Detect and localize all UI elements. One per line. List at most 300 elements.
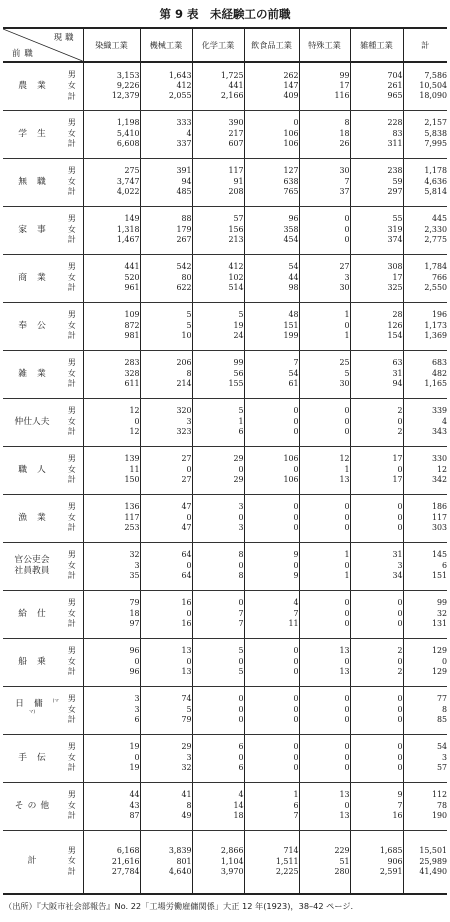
cell-value: 2 bbox=[397, 406, 403, 416]
cell-value: 0 bbox=[344, 704, 350, 714]
cell-value: 106 bbox=[283, 128, 299, 138]
cell-value: 31 bbox=[392, 550, 403, 560]
cell-value: 7,995 bbox=[424, 139, 447, 149]
cell-value: 0 bbox=[344, 656, 350, 666]
sex-label: 女 bbox=[67, 800, 76, 810]
row-category-label bbox=[3, 494, 61, 542]
cell-value: 0 bbox=[397, 619, 403, 629]
sex-label: 男 bbox=[67, 598, 76, 608]
cell-value: 4 bbox=[186, 128, 192, 138]
sex-label: 計 bbox=[67, 619, 76, 629]
cell-value: 7 bbox=[238, 619, 244, 629]
cell-value: 965 bbox=[387, 91, 403, 101]
sex-label-cell bbox=[61, 398, 83, 446]
row-category-line: 社員教員 bbox=[14, 566, 50, 576]
cell-value: 0 bbox=[293, 523, 299, 533]
cell-value: 94 bbox=[181, 176, 192, 186]
cell-value: 10 bbox=[181, 331, 192, 341]
sex-label-cell bbox=[61, 830, 83, 894]
value-cell bbox=[192, 206, 244, 254]
value-cell bbox=[140, 62, 192, 110]
cell-value: 1,178 bbox=[424, 166, 447, 176]
cell-value: 445 bbox=[431, 214, 447, 224]
value-cell bbox=[299, 62, 350, 110]
table-row bbox=[3, 254, 447, 302]
value-cell bbox=[350, 542, 403, 590]
sex-label: 男 bbox=[67, 694, 76, 704]
sex-label: 計 bbox=[67, 667, 76, 677]
row-category-label bbox=[3, 446, 61, 494]
table-row bbox=[3, 398, 447, 446]
table-row bbox=[3, 110, 447, 158]
cell-value: 24 bbox=[233, 331, 244, 341]
value-cell bbox=[350, 110, 403, 158]
cell-value: 8 bbox=[186, 368, 192, 378]
cell-value: 2,166 bbox=[220, 91, 244, 101]
table-row bbox=[3, 350, 447, 398]
cell-value: 106 bbox=[283, 139, 299, 149]
cell-value: 11 bbox=[288, 619, 299, 629]
cell-value: 0 bbox=[186, 560, 192, 570]
cell-value: 17 bbox=[339, 81, 350, 91]
cell-value: 5 bbox=[238, 406, 244, 416]
cell-value: 0 bbox=[344, 598, 350, 608]
row-category-text: 奉公 bbox=[18, 320, 56, 331]
cell-value: 87 bbox=[129, 811, 140, 821]
total-value-cell bbox=[403, 398, 447, 446]
cell-value: 9 bbox=[397, 790, 403, 800]
cell-value: 0 bbox=[397, 656, 403, 666]
cell-value: 1,198 bbox=[116, 118, 140, 128]
cell-value: 5 bbox=[186, 310, 192, 320]
value-cell bbox=[299, 398, 350, 446]
cell-value: 3 bbox=[238, 502, 244, 512]
sex-label: 女 bbox=[67, 128, 76, 138]
row-category-text: 日傭 bbox=[15, 699, 53, 710]
cell-value: 3 bbox=[397, 560, 403, 570]
value-cell bbox=[192, 62, 244, 110]
cell-value: 267 bbox=[176, 235, 192, 245]
cell-value: 0 bbox=[344, 608, 350, 618]
sex-label: 女 bbox=[67, 608, 76, 618]
cell-value: 80 bbox=[181, 272, 192, 282]
cell-value: 1 bbox=[344, 571, 350, 581]
cell-value: 0 bbox=[397, 742, 403, 752]
cell-value: 7 bbox=[293, 358, 299, 368]
cell-value: 32 bbox=[129, 550, 140, 560]
cell-value: 0 bbox=[397, 608, 403, 618]
cell-value: 64 bbox=[181, 571, 192, 581]
cell-value: 0 bbox=[293, 656, 299, 666]
cell-value: 0 bbox=[344, 224, 350, 234]
cell-value: 0 bbox=[344, 406, 350, 416]
sex-label-cell bbox=[61, 110, 83, 158]
total-value-cell bbox=[403, 254, 447, 302]
row-category-label bbox=[3, 782, 61, 830]
cell-value: 55 bbox=[392, 214, 403, 224]
cell-value: 1,165 bbox=[424, 379, 447, 389]
cell-value: 102 bbox=[228, 272, 244, 282]
value-cell bbox=[192, 590, 244, 638]
cell-value: 704 bbox=[387, 70, 403, 80]
value-cell bbox=[140, 446, 192, 494]
total-value-cell bbox=[403, 686, 447, 734]
column-header-total: 計 bbox=[403, 28, 447, 62]
table-row bbox=[3, 158, 447, 206]
cell-value: 0 bbox=[293, 464, 299, 474]
cell-value: 0 bbox=[344, 416, 350, 426]
cell-value: 16 bbox=[181, 619, 192, 629]
cell-value: 13 bbox=[339, 811, 350, 821]
value-cell bbox=[244, 254, 299, 302]
cell-value: 6 bbox=[134, 715, 140, 725]
cell-value: 229 bbox=[334, 846, 350, 856]
total-value-cell bbox=[403, 446, 447, 494]
row-category-text: 手伝 bbox=[18, 752, 56, 763]
cell-value: 0 bbox=[293, 763, 299, 773]
cell-value: 0 bbox=[344, 502, 350, 512]
cell-value: 7 bbox=[293, 608, 299, 618]
cell-value: 0 bbox=[134, 752, 140, 762]
cell-value: 9,226 bbox=[116, 81, 140, 91]
value-cell bbox=[192, 686, 244, 734]
value-cell bbox=[299, 782, 350, 830]
cell-value: 4 bbox=[293, 598, 299, 608]
cell-value: 611 bbox=[124, 379, 140, 389]
sex-label: 女 bbox=[67, 224, 76, 234]
table-row bbox=[3, 542, 447, 590]
cell-value: 27 bbox=[181, 475, 192, 485]
cell-value: 41 bbox=[181, 790, 192, 800]
sex-label: 男 bbox=[67, 358, 76, 368]
cell-value: 7 bbox=[238, 608, 244, 618]
header-row bbox=[3, 28, 447, 62]
row-category-text: 商業 bbox=[18, 272, 56, 283]
cell-value: 1,318 bbox=[116, 224, 140, 234]
cell-value: 0 bbox=[293, 694, 299, 704]
value-cell bbox=[83, 494, 140, 542]
cell-value: 766 bbox=[431, 272, 447, 282]
cell-value: 96 bbox=[129, 646, 140, 656]
value-cell bbox=[83, 62, 140, 110]
cell-value: 47 bbox=[181, 523, 192, 533]
cell-value: 156 bbox=[228, 224, 244, 234]
cell-value: 7 bbox=[397, 800, 403, 810]
cell-value: 0 bbox=[397, 464, 403, 474]
cell-value: 21,616 bbox=[111, 856, 140, 866]
cell-value: 12 bbox=[129, 427, 140, 437]
sex-label: 計 bbox=[67, 139, 76, 149]
cell-value: 0 bbox=[293, 742, 299, 752]
value-cell bbox=[299, 110, 350, 158]
cell-value: 3,153 bbox=[116, 70, 140, 80]
cell-value: 7 bbox=[344, 176, 350, 186]
value-cell bbox=[140, 590, 192, 638]
cell-value: 683 bbox=[431, 358, 447, 368]
value-cell bbox=[244, 302, 299, 350]
value-cell bbox=[83, 686, 140, 734]
value-cell bbox=[350, 782, 403, 830]
cell-value: 6 bbox=[238, 742, 244, 752]
cell-value: 6,168 bbox=[116, 846, 140, 856]
value-cell bbox=[299, 158, 350, 206]
cell-value: 57 bbox=[436, 763, 447, 773]
sex-label-cell bbox=[61, 206, 83, 254]
cell-value: 482 bbox=[431, 368, 447, 378]
row-category-label bbox=[3, 110, 61, 158]
cell-value: 48 bbox=[288, 310, 299, 320]
table-row bbox=[3, 206, 447, 254]
sex-label: 男 bbox=[67, 646, 76, 656]
cell-value: 319 bbox=[387, 224, 403, 234]
cell-value: 441 bbox=[228, 81, 244, 91]
value-cell bbox=[83, 302, 140, 350]
cell-value: 308 bbox=[387, 262, 403, 272]
cell-value: 0 bbox=[397, 598, 403, 608]
sex-label: 女 bbox=[67, 856, 76, 866]
row-category-text: 仲仕人夫 bbox=[14, 416, 50, 427]
sex-label: 計 bbox=[67, 187, 76, 197]
cell-value: 88 bbox=[181, 214, 192, 224]
cell-value: 106 bbox=[283, 454, 299, 464]
sex-label: 計 bbox=[67, 283, 76, 293]
value-cell bbox=[83, 734, 140, 782]
value-cell bbox=[192, 110, 244, 158]
value-cell bbox=[244, 638, 299, 686]
value-cell bbox=[244, 398, 299, 446]
sex-label-cell bbox=[61, 686, 83, 734]
cell-value: 147 bbox=[283, 81, 299, 91]
value-cell bbox=[299, 254, 350, 302]
value-cell bbox=[299, 830, 350, 894]
total-value-cell bbox=[403, 206, 447, 254]
cell-value: 0 bbox=[344, 694, 350, 704]
value-cell bbox=[244, 542, 299, 590]
value-cell bbox=[140, 302, 192, 350]
cell-value: 63 bbox=[392, 358, 403, 368]
sex-label: 女 bbox=[67, 368, 76, 378]
cell-value: 0 bbox=[344, 320, 350, 330]
cell-value: 0 bbox=[293, 502, 299, 512]
cell-value: 961 bbox=[124, 283, 140, 293]
cell-value: 5 bbox=[238, 310, 244, 320]
total-value-cell bbox=[403, 350, 447, 398]
column-header: 染織工業 bbox=[83, 28, 140, 62]
cell-value: 5,838 bbox=[424, 128, 447, 138]
cell-value: 13 bbox=[339, 646, 350, 656]
value-cell bbox=[140, 734, 192, 782]
cell-value: 217 bbox=[228, 128, 244, 138]
cell-value: 6 bbox=[238, 763, 244, 773]
cell-value: 13 bbox=[181, 667, 192, 677]
sex-label: 女 bbox=[67, 704, 76, 714]
cell-value: 3 bbox=[238, 523, 244, 533]
total-value-cell bbox=[403, 638, 447, 686]
value-cell bbox=[299, 350, 350, 398]
cell-value: 34 bbox=[392, 571, 403, 581]
cell-value: 79 bbox=[181, 715, 192, 725]
cell-value: 0 bbox=[397, 523, 403, 533]
value-cell bbox=[192, 830, 244, 894]
row-category-label bbox=[3, 206, 61, 254]
cell-value: 2,591 bbox=[379, 866, 403, 876]
cell-value: 325 bbox=[387, 283, 403, 293]
row-category-label bbox=[3, 302, 61, 350]
row-category-label bbox=[3, 590, 61, 638]
cell-value: 412 bbox=[228, 262, 244, 272]
sex-label: 計 bbox=[67, 475, 76, 485]
sex-label: 男 bbox=[67, 845, 76, 855]
cell-value: 8 bbox=[441, 704, 447, 714]
value-cell bbox=[83, 398, 140, 446]
cell-value: 390 bbox=[228, 118, 244, 128]
cell-value: 186 bbox=[431, 502, 447, 512]
cell-value: 343 bbox=[431, 427, 447, 437]
sex-label: 計 bbox=[67, 427, 76, 437]
cell-value: 1,725 bbox=[220, 70, 244, 80]
value-cell bbox=[350, 494, 403, 542]
cell-value: 0 bbox=[293, 715, 299, 725]
cell-value: 117 bbox=[431, 512, 447, 522]
sex-label: 男 bbox=[67, 214, 76, 224]
cell-value: 412 bbox=[176, 81, 192, 91]
value-cell bbox=[140, 638, 192, 686]
sex-label: 女 bbox=[67, 320, 76, 330]
cell-value: 208 bbox=[228, 187, 244, 197]
column-header: 機械工業 bbox=[140, 28, 192, 62]
cell-value: 31 bbox=[392, 368, 403, 378]
sex-label: 女 bbox=[67, 176, 76, 186]
cell-value: 9 bbox=[293, 550, 299, 560]
sex-label: 計 bbox=[67, 763, 76, 773]
row-category-text: 農業 bbox=[18, 80, 56, 91]
cell-value: 262 bbox=[283, 70, 299, 80]
value-cell bbox=[244, 110, 299, 158]
cell-value: 1 bbox=[344, 310, 350, 320]
value-cell bbox=[140, 542, 192, 590]
value-cell bbox=[192, 302, 244, 350]
cell-value: 199 bbox=[283, 331, 299, 341]
cell-value: 127 bbox=[283, 166, 299, 176]
cell-value: 151 bbox=[283, 320, 299, 330]
value-cell bbox=[244, 686, 299, 734]
value-cell bbox=[244, 734, 299, 782]
cell-value: 0 bbox=[293, 560, 299, 570]
cell-value: 59 bbox=[392, 176, 403, 186]
cell-value: 61 bbox=[288, 379, 299, 389]
cell-value: 454 bbox=[283, 235, 299, 245]
table-row bbox=[3, 638, 447, 686]
cell-value: 2,775 bbox=[424, 235, 447, 245]
cell-value: 190 bbox=[431, 811, 447, 821]
cell-value: 7 bbox=[293, 811, 299, 821]
sex-label: 男 bbox=[67, 118, 76, 128]
cell-value: 117 bbox=[124, 512, 140, 522]
cell-value: 391 bbox=[176, 166, 192, 176]
cell-value: 8 bbox=[344, 118, 350, 128]
cell-value: 8 bbox=[238, 571, 244, 581]
cell-value: 11 bbox=[129, 464, 140, 474]
value-cell bbox=[83, 542, 140, 590]
row-category-text: 漁業 bbox=[18, 512, 56, 523]
cell-value: 1,643 bbox=[168, 70, 192, 80]
cell-value: 9 bbox=[293, 571, 299, 581]
cell-value: 337 bbox=[176, 139, 192, 149]
cell-value: 3 bbox=[344, 272, 350, 282]
cell-value: 5 bbox=[238, 646, 244, 656]
cell-value: 35 bbox=[129, 571, 140, 581]
value-cell bbox=[83, 638, 140, 686]
cell-value: 5 bbox=[238, 667, 244, 677]
cell-value: 0 bbox=[293, 427, 299, 437]
value-cell bbox=[350, 590, 403, 638]
sex-label-cell bbox=[61, 62, 83, 110]
cell-value: 358 bbox=[283, 224, 299, 234]
cell-value: 2,157 bbox=[424, 118, 447, 128]
cell-value: 64 bbox=[181, 550, 192, 560]
cell-value: 117 bbox=[228, 166, 244, 176]
row-category-label bbox=[3, 350, 61, 398]
cell-value: 51 bbox=[339, 856, 350, 866]
cell-value: 30 bbox=[339, 283, 350, 293]
table-row bbox=[3, 590, 447, 638]
value-cell bbox=[350, 398, 403, 446]
value-cell bbox=[244, 206, 299, 254]
sex-label-cell bbox=[61, 734, 83, 782]
table-row bbox=[3, 494, 447, 542]
cell-value: 0 bbox=[238, 715, 244, 725]
cell-value: 116 bbox=[334, 91, 350, 101]
cell-value: 94 bbox=[392, 379, 403, 389]
column-header: 飲食品工業 bbox=[244, 28, 299, 62]
value-cell bbox=[192, 494, 244, 542]
sex-label-cell bbox=[61, 782, 83, 830]
cell-value: 5,814 bbox=[424, 187, 447, 197]
value-cell bbox=[140, 782, 192, 830]
cell-value: 129 bbox=[431, 646, 447, 656]
cell-value: 1,369 bbox=[424, 331, 447, 341]
cell-value: 213 bbox=[228, 235, 244, 245]
cell-value: 13 bbox=[339, 790, 350, 800]
cell-value: 78 bbox=[436, 800, 447, 810]
cell-value: 4 bbox=[441, 416, 447, 426]
row-category-text: 無職 bbox=[18, 176, 56, 187]
value-cell bbox=[299, 734, 350, 782]
cell-value: 320 bbox=[176, 406, 192, 416]
cell-value: 1 bbox=[238, 416, 244, 426]
cell-value: 0 bbox=[293, 406, 299, 416]
value-cell bbox=[350, 350, 403, 398]
cell-value: 0 bbox=[134, 416, 140, 426]
sex-label-cell bbox=[61, 494, 83, 542]
row-category-text: 雑業 bbox=[18, 368, 56, 379]
cell-value: 13 bbox=[181, 646, 192, 656]
cell-value: 638 bbox=[283, 176, 299, 186]
sex-label: 女 bbox=[67, 464, 76, 474]
cell-value: 0 bbox=[344, 427, 350, 437]
cell-value: 99 bbox=[436, 598, 447, 608]
row-category-text: 職人 bbox=[18, 464, 56, 475]
value-cell bbox=[299, 542, 350, 590]
cell-value: 1,784 bbox=[424, 262, 447, 272]
cell-value: 4,022 bbox=[116, 187, 140, 197]
value-cell bbox=[83, 206, 140, 254]
cell-value: 0 bbox=[397, 704, 403, 714]
row-category-label bbox=[3, 734, 61, 782]
cell-value: 12 bbox=[436, 464, 447, 474]
cell-value: 0 bbox=[344, 560, 350, 570]
cell-value: 1 bbox=[293, 790, 299, 800]
